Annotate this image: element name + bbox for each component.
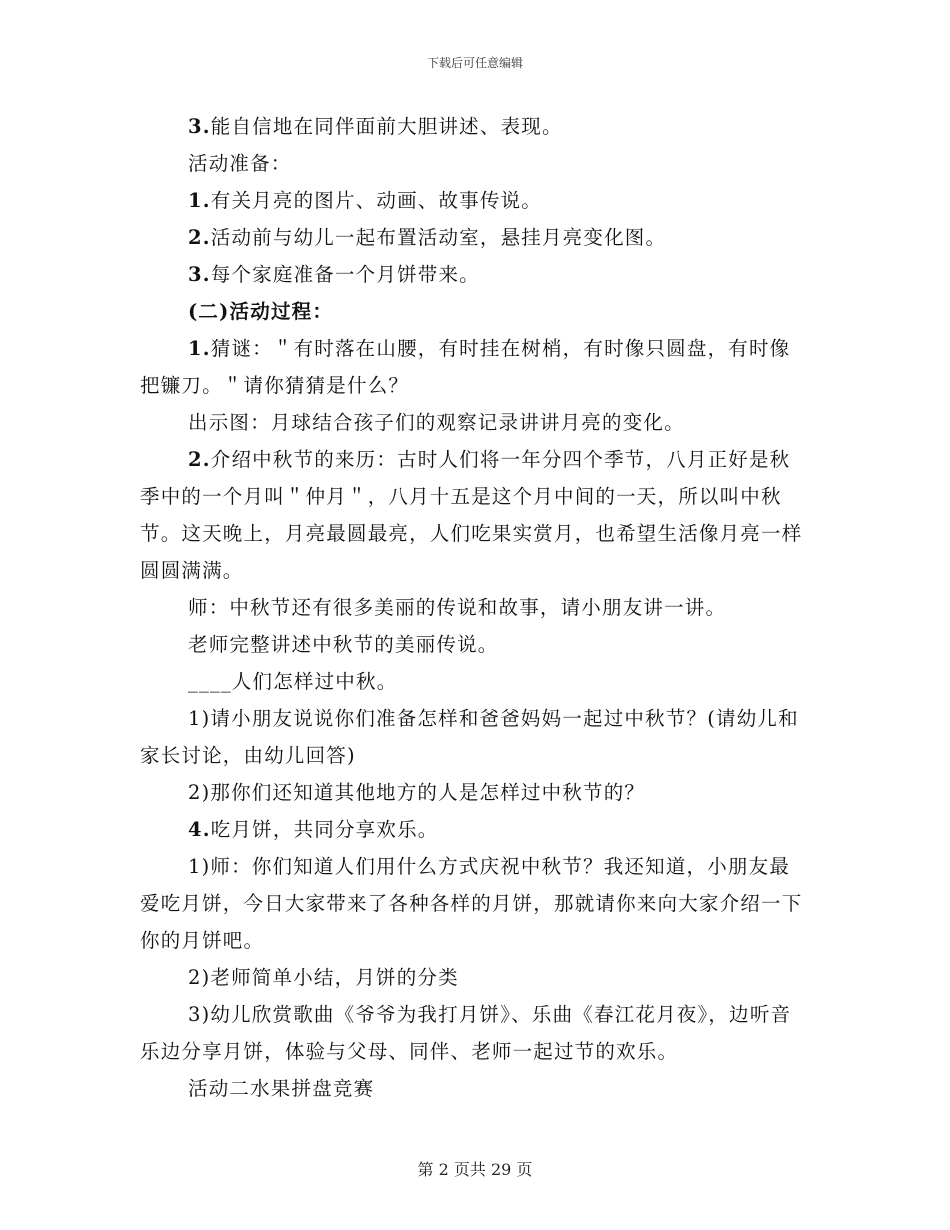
page-header: 下载后可任意编辑 [426,56,523,70]
paragraph-text: 老师完整讲述中秋节的美丽传说。 [188,633,499,656]
list-number: 2. [188,226,211,249]
paragraph [140,404,810,441]
paragraph-text: (二)活动过程： [188,300,334,323]
paragraph [140,219,810,256]
paragraph [140,626,810,663]
paragraph [140,182,810,219]
paragraph-text: 3)幼儿欣赏歌曲《爷爷为我打月饼》、乐曲《春江花月夜》，边听音乐边分享月饼，体验与父母、同伴、老师一起过节的欢乐。 [140,1003,792,1063]
paragraph [140,108,810,145]
paragraph [140,330,810,404]
paragraph [140,1070,810,1107]
paragraph [140,589,810,626]
list-number: 3. [188,115,211,138]
paragraph-text: 活动二水果拼盘竞赛 [188,1077,375,1100]
document-body [140,108,810,1107]
paragraph-text: 出示图：月球结合孩子们的观察记录讲讲月亮的变化。 [188,411,685,434]
paragraph-text: 活动前与幼儿一起布置活动室，悬挂月亮变化图。 [210,226,667,249]
paragraph [140,848,810,959]
paragraph-text: ____人们怎样过中秋。 [188,670,398,693]
paragraph-text: 1)请小朋友说说你们准备怎样和爸爸妈妈一起过中秋节？(请幼儿和家长讨论，由幼儿回答) [140,707,799,767]
paragraph-text: 活动准备： [188,152,292,175]
section-heading [140,293,810,330]
paragraph-text: 1)师：你们知道人们用什么方式庆祝中秋节？我还知道，小朋友最爱吃月饼，今日大家带来了各种各样的月饼，那就请你来向大家介绍一下你的月饼吧。 [140,855,803,952]
list-number: 1. [188,337,211,360]
page-footer: 第 2 页共 29 页 [417,1160,533,1179]
paragraph-text: 介绍中秋节的来历：古时人们将一年分四个季节，八月正好是秋季中的一个月叫＂仲月＂，八月十五是这个月中间的一天，所以叫中秋节。这天晚上，月亮最圆最亮，人们吃果实赏月，也希望生活像月亮一样圆圆满满。 [140,448,803,582]
paragraph [140,774,810,811]
paragraph-text: 有关月亮的图片、动画、故事传说。 [210,189,542,212]
list-number: 4. [188,818,211,841]
paragraph [140,811,810,848]
paragraph [140,441,810,589]
paragraph-text: 每个家庭准备一个月饼带来。 [210,263,480,286]
list-number: 1. [188,189,211,212]
paragraph [140,959,810,996]
paragraph-text: 能自信地在同伴面前大胆讲述、表现。 [210,115,563,138]
paragraph-text: 2)老师简单小结，月饼的分类 [188,966,459,989]
list-number: 2. [188,448,211,471]
paragraph-text: 师：中秋节还有很多美丽的传说和故事，请小朋友讲一讲。 [188,596,727,619]
paragraph [140,700,810,774]
paragraph-text: 吃月饼，共同分享欢乐。 [210,818,439,841]
paragraph [140,256,810,293]
paragraph [140,663,810,700]
paragraph [140,996,810,1070]
paragraph-text: 猜谜：＂有时落在山腰，有时挂在树梢，有时像只圆盘，有时像把镰刀。＂请你猜猜是什么？ [140,337,791,397]
paragraph-text: 2)那你们还知道其他地方的人是怎样过中秋节的？ [188,781,646,804]
list-number: 3. [188,263,211,286]
section-label [140,145,810,182]
